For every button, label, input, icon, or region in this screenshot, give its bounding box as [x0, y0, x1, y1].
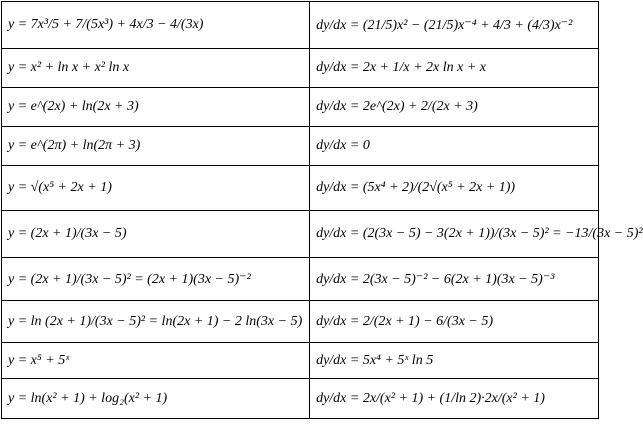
function-expression: y = 7x³/5 + 7/(5x³) + 4x/3 − 4/(3x)	[8, 17, 204, 32]
table-row	[2, 343, 599, 379]
function-expression: y = e^(2x) + ln(2x + 3)	[8, 99, 139, 114]
table-row	[2, 2, 599, 49]
derivative-cell	[310, 258, 599, 301]
table-row	[2, 88, 599, 127]
function-expression: y = x⁵ + 5ˣ	[8, 352, 70, 368]
function-expression: y = ln(x² + 1) + log₂(x² + 1)	[8, 390, 168, 406]
function-cell	[2, 88, 310, 127]
function-expression: y = (2x + 1)/(3x − 5)	[8, 226, 127, 241]
derivative-expression: dy/dx = 2x/(x² + 1) + (1/ln 2)·2x/(x² + 1)	[316, 390, 545, 406]
function-cell	[2, 127, 310, 166]
table-row	[2, 49, 599, 88]
derivatives-table	[1, 1, 643, 419]
derivative-cell	[310, 301, 599, 343]
derivative-expression: dy/dx = 5x⁴ + 5ˣ ln 5	[316, 352, 434, 368]
function-cell	[2, 343, 310, 379]
derivative-cell	[310, 88, 599, 127]
derivative-expression: dy/dx = (5x⁴ + 2)/(2√(x⁵ + 2x + 1))	[316, 180, 516, 195]
table-row	[2, 166, 599, 211]
derivative-expression: dy/dx = 2e^(2x) + 2/(2x + 3)	[316, 99, 478, 114]
derivative-expression: dy/dx = (21/5)x² − (21/5)x⁻⁴ + 4/3 + (4/3)x⁻²	[316, 17, 573, 33]
derivative-expression: dy/dx = 2/(2x + 1) − 6/(3x − 5)	[316, 313, 494, 329]
table-row	[2, 301, 599, 343]
derivative-cell	[310, 211, 643, 258]
function-expression: y = √(x⁵ + 2x + 1)	[8, 180, 112, 195]
function-expression: y = ln (2x + 1)/(3x − 5)² = ln(2x + 1) − 2 ln(3x − 5)	[8, 313, 303, 329]
function-expression: y = e^(2π) + ln(2π + 3)	[8, 138, 141, 153]
derivative-cell	[310, 166, 599, 211]
function-cell	[2, 166, 310, 211]
derivative-cell	[310, 343, 599, 379]
table-row	[2, 379, 599, 419]
derivative-expression: dy/dx = (2(3x − 5) − 3(2x + 1))/(3x − 5)² = −13/(3x − 5)²	[316, 226, 643, 241]
derivative-cell	[310, 379, 599, 419]
table-row	[2, 211, 599, 258]
function-cell	[2, 301, 310, 343]
table-row	[2, 127, 599, 166]
derivative-cell	[310, 127, 599, 166]
table-row	[2, 258, 599, 301]
derivative-expression: dy/dx = 0	[316, 138, 370, 153]
function-cell	[2, 258, 310, 301]
function-cell	[2, 2, 310, 49]
function-cell	[2, 49, 310, 88]
function-expression: y = (2x + 1)/(3x − 5)² = (2x + 1)(3x − 5)⁻²	[8, 271, 251, 287]
derivative-expression: dy/dx = 2(3x − 5)⁻² − 6(2x + 1)(3x − 5)⁻³	[316, 271, 555, 287]
derivative-expression: dy/dx = 2x + 1/x + 2x ln x + x	[316, 60, 487, 75]
function-expression: y = x² + ln x + x² ln x	[8, 60, 130, 75]
function-cell	[2, 211, 310, 258]
derivative-cell	[310, 2, 599, 49]
function-cell	[2, 379, 310, 419]
derivative-cell	[310, 49, 599, 88]
